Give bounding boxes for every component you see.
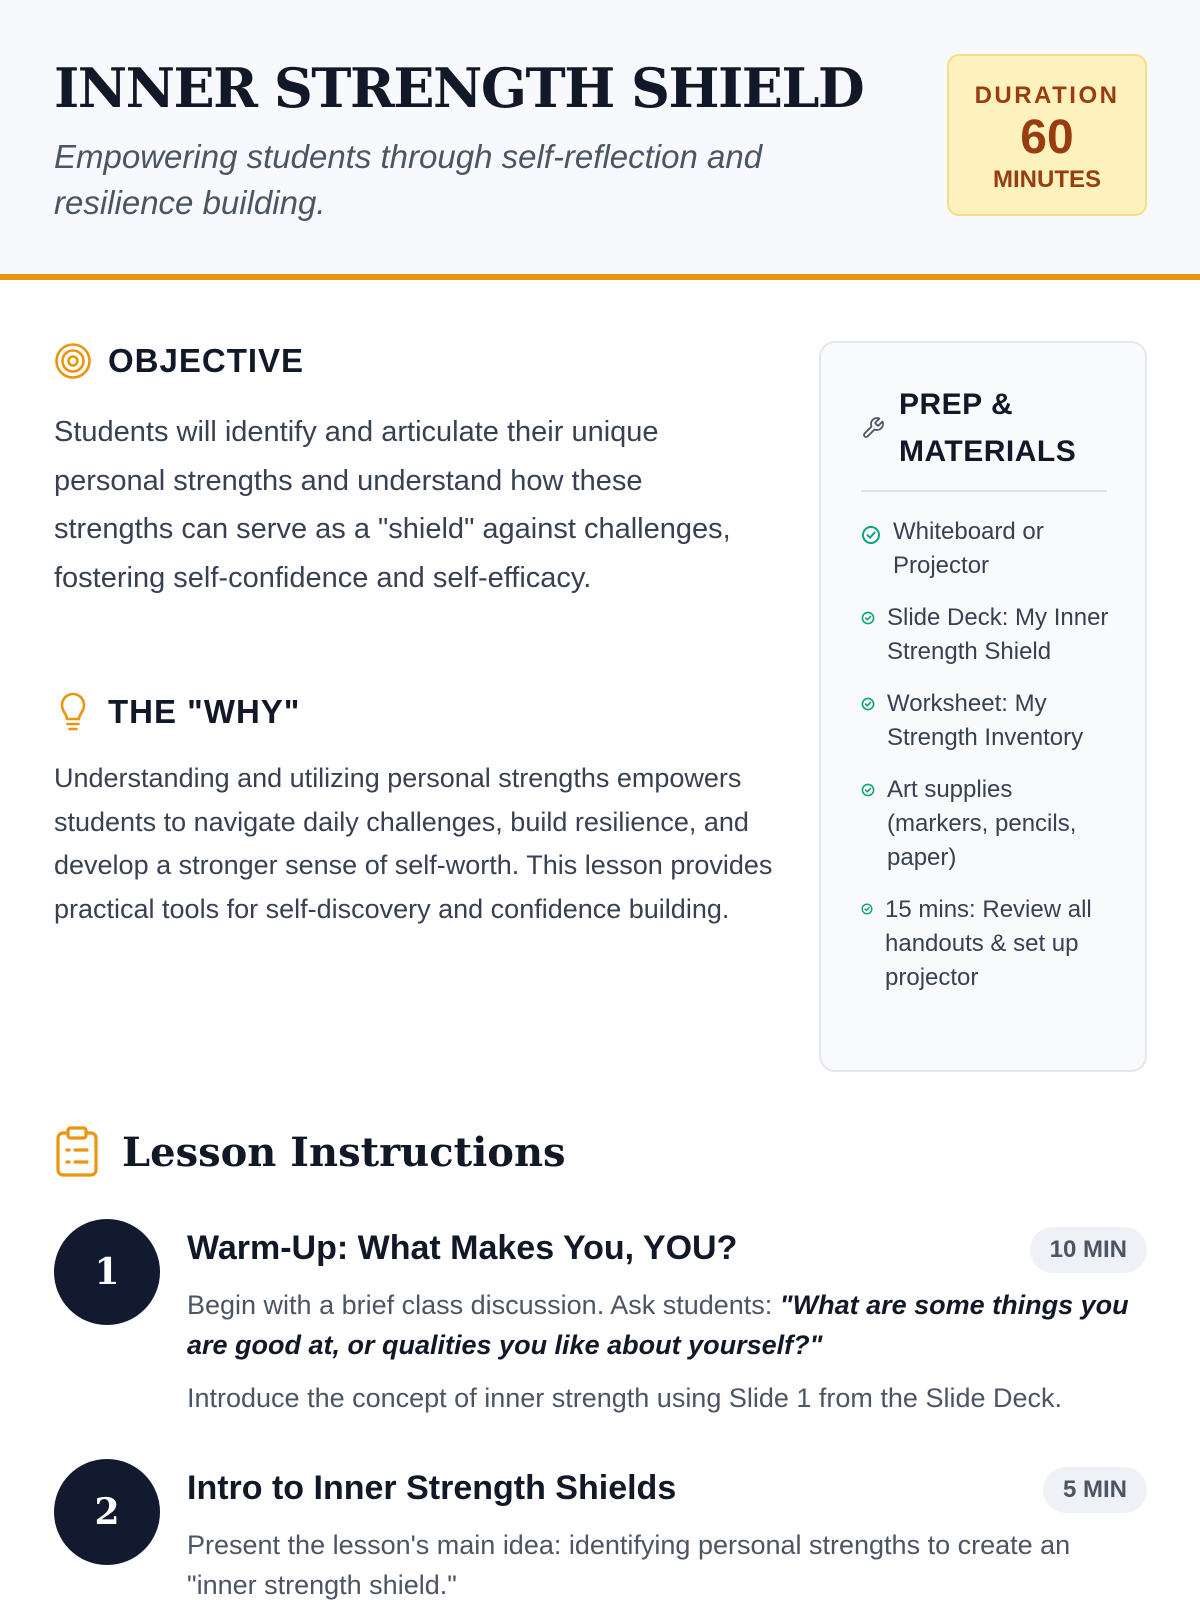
page-title: INNER STRENGTH SHIELD <box>54 56 864 120</box>
lesson-step <box>54 1459 1147 1600</box>
materials-list <box>861 515 1117 1013</box>
list-item <box>861 893 1117 995</box>
objective-heading <box>54 342 304 380</box>
wrench-icon <box>861 416 885 440</box>
page-subtitle: Empowering students through self-reflection and resilience building. <box>54 138 763 221</box>
step-description <box>187 1285 1147 1365</box>
step-title: Intro to Inner Strength Shields <box>187 1469 677 1507</box>
prep-materials-card <box>819 341 1147 1072</box>
duration-unit: MINUTES <box>993 166 1101 193</box>
check-circle-icon <box>861 697 875 711</box>
step-description: Present the lesson's main idea: identifying personal strengths to create an "inner strength shield." <box>187 1530 1071 1600</box>
check-circle-icon <box>861 525 881 545</box>
lightbulb-icon <box>54 692 92 732</box>
why-heading-text: THE "WHY" <box>108 693 301 730</box>
prep-divider <box>861 490 1107 492</box>
step-duration-badge: 10 MIN <box>1030 1227 1147 1273</box>
material-text: Art supplies (markers, pencils, paper) <box>887 776 1077 871</box>
lesson-step <box>54 1219 1147 1419</box>
step-duration-badge: 5 MIN <box>1043 1467 1147 1513</box>
lesson-heading-text: Lesson Instructions <box>122 1128 566 1176</box>
duration-badge <box>947 54 1147 216</box>
material-text: 15 mins: Review all handouts & set up projector <box>885 896 1092 991</box>
objective-heading-text: OBJECTIVE <box>108 342 305 379</box>
material-text: Whiteboard or Projector <box>893 518 1044 579</box>
check-circle-icon <box>861 783 875 797</box>
list-item <box>861 687 1117 755</box>
step-quote: "What are some things you are good at, or qualities you like about yourself?" <box>187 1290 1129 1360</box>
lesson-header <box>0 0 1200 280</box>
step-title: Warm-Up: What Makes You, YOU? <box>187 1229 738 1267</box>
step-number: 1 <box>54 1219 160 1325</box>
list-item <box>861 773 1117 875</box>
check-circle-icon <box>861 611 875 625</box>
duration-label: DURATION <box>974 82 1120 109</box>
material-text: Worksheet: My Strength Inventory <box>887 690 1084 751</box>
list-item <box>861 515 1117 583</box>
check-circle-icon <box>861 903 873 915</box>
step-description: Introduce the concept of inner strength using Slide 1 from the Slide Deck. <box>187 1383 1062 1413</box>
step-description-text: Begin with a brief class discussion. Ask students: <box>187 1290 780 1320</box>
objective-text: Students will identify and articulate their unique personal strengths and understand how these strengths can serve as a "shield" against challenges, fostering self-confidence and self-efficacy. <box>54 416 731 594</box>
why-heading <box>54 692 300 732</box>
target-icon <box>54 342 92 380</box>
prep-heading <box>861 381 1107 475</box>
list-item <box>861 601 1117 669</box>
clipboard-icon <box>54 1126 100 1178</box>
duration-value: 60 <box>1020 111 1074 164</box>
why-text: Understanding and utilizing personal strengths empowers students to navigate daily challenges, build resilience, and develop a stronger sense of self-worth. This lesson provides practical tools for self-discovery and confidence building. <box>54 763 773 924</box>
lesson-instructions-heading <box>54 1126 566 1178</box>
material-text: Slide Deck: My Inner Strength Shield <box>887 604 1109 665</box>
step-number: 2 <box>54 1459 160 1565</box>
prep-heading-text: PREP & MATERIALS <box>899 388 1077 468</box>
